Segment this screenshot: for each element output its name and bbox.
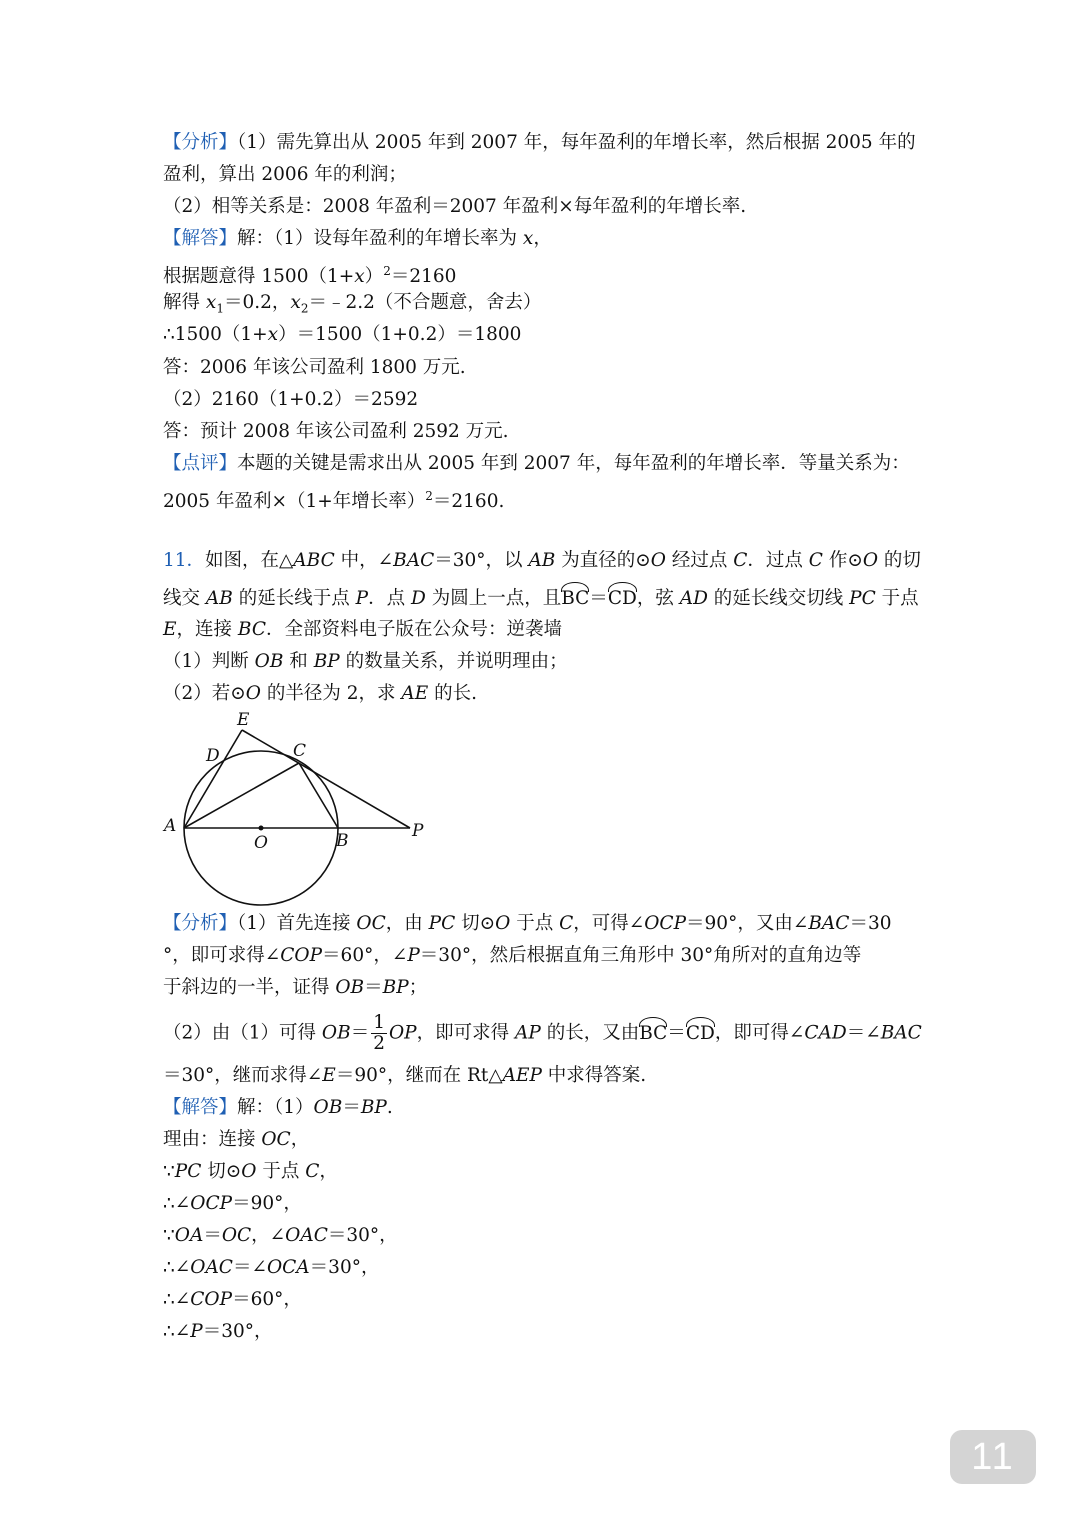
analysis-tag: 【分析】 <box>163 132 238 153</box>
label-e: E <box>237 710 250 730</box>
analysis-line: 【分析】（1）首先连接 OC，由 PC 切⊙O 于点 C，可得∠OCP＝90°，又由∠BAC＝30 <box>163 913 892 934</box>
arc-cd: CD <box>686 1019 715 1047</box>
answer-tag: 【解答】 <box>163 228 238 249</box>
answer-line: ∵OA＝OC，∠OAC＝30°， <box>163 1225 398 1246</box>
geometry-figure <box>160 708 440 908</box>
question-line: 11．如图，在△ABC 中，∠BAC＝30°，以 AB 为直径的⊙O 经过点 C．过点 C 作⊙O 的切 <box>163 550 921 571</box>
analysis-line: °，即可求得∠COP＝60°，∠P＝30°，然后根据直角三角形中 30°角所对的直角边等 <box>163 945 862 966</box>
label-p: P <box>412 821 424 841</box>
line-ac <box>184 763 299 828</box>
analysis-line: 【分析】（1）需先算出从 2005 年到 2007 年，每年盈利的年增长率，然后根据 2005 年的 <box>163 132 916 153</box>
arc-bc: BC <box>639 1019 667 1047</box>
question-line: （2）若⊙O 的半径为 2，求 AE 的长. <box>163 683 478 704</box>
arc-bc: BC <box>561 584 589 612</box>
label-c: C <box>293 741 307 761</box>
answer-line: 根据题意得 $1500(1+x)^2=2160$ <box>163 264 457 288</box>
question-number: 11． <box>163 550 206 571</box>
fraction-half: $\frac{1}{2}$ <box>373 1012 385 1054</box>
analysis-line: 盈利，算出 2006 年的利润； <box>163 164 407 185</box>
line-ep <box>242 730 410 828</box>
page-number-badge: 11 <box>950 1430 1036 1484</box>
answer-line: ∵PC 切⊙O 于点 C， <box>163 1161 338 1182</box>
analysis-line: ＝30°，继而求得∠E＝90°，继而在 Rt△AEP 中求得答案. <box>163 1065 647 1086</box>
question-line: 线交 AB 的延长线于点 P．点 D 为圆上一点，且BC＝CD，弦 AD 的延长线交切线 PC 于点 <box>163 584 919 612</box>
answer-line: 【解答】解：（1）OB＝BP. <box>163 1097 393 1118</box>
center-point <box>259 826 264 831</box>
label-o: O <box>254 833 268 853</box>
comment-line: 【点评】本题的关键是需求出从 2005 年到 2007 年，每年盈利的年增长率．等量关系为： <box>163 453 910 474</box>
answer-line: 【解答】解：（1）设每年盈利的年增长率为 x， <box>163 228 552 249</box>
line-cb <box>299 763 338 828</box>
analysis-line: （2）相等关系是：2008 年盈利＝2007 年盈利×每年盈利的年增长率. <box>163 196 747 217</box>
line-ae <box>184 730 242 828</box>
analysis-line: （2）由（1）可得 OB＝ $\frac{1}{2}$ OP，即可求得 AP 的长，又由BC＝CD，即可得∠CAD＝∠BAC <box>163 1012 922 1054</box>
comment-line: 2005 年盈利×（1+年增长率）$^2$＝2160. <box>163 489 505 513</box>
answer-line: 答：2006 年该公司盈利 1800 万元. <box>163 357 466 378</box>
answer-line: ∴∠OAC＝∠OCA＝30°， <box>163 1257 380 1278</box>
answer-line: 理由：连接 OC， <box>163 1129 310 1150</box>
answer-line: （2）2160（1+0.2）＝2592 <box>163 389 419 410</box>
answer-line: ∴∠COP＝60°， <box>163 1289 302 1310</box>
arc-cd: CD <box>608 584 637 612</box>
analysis-tag: 【分析】 <box>163 913 238 934</box>
analysis-line: 于斜边的一半，证得 OB＝BP； <box>163 977 428 998</box>
answer-line: ∴1500（1+x）＝1500（1+0.2）＝1800 <box>163 324 522 345</box>
answer-line: 解得 $x_1=0.2$，$x_2=﹣2.2$（不合题意，舍去） <box>163 292 542 316</box>
answer-line: 答：预计 2008 年该公司盈利 2592 万元. <box>163 421 509 442</box>
answer-line: ∴∠OCP＝90°， <box>163 1193 302 1214</box>
comment-tag: 【点评】 <box>163 453 238 474</box>
label-d: D <box>206 746 220 766</box>
question-line: （1）判断 OB 和 BP 的数量关系，并说明理由； <box>163 651 568 672</box>
answer-line: ∴∠P＝30°， <box>163 1321 273 1342</box>
question-line: E，连接 BC．全部资料电子版在公众号：逆袭墙 <box>163 619 563 640</box>
label-b: B <box>336 831 349 851</box>
label-a: A <box>164 816 177 836</box>
answer-tag: 【解答】 <box>163 1097 238 1118</box>
